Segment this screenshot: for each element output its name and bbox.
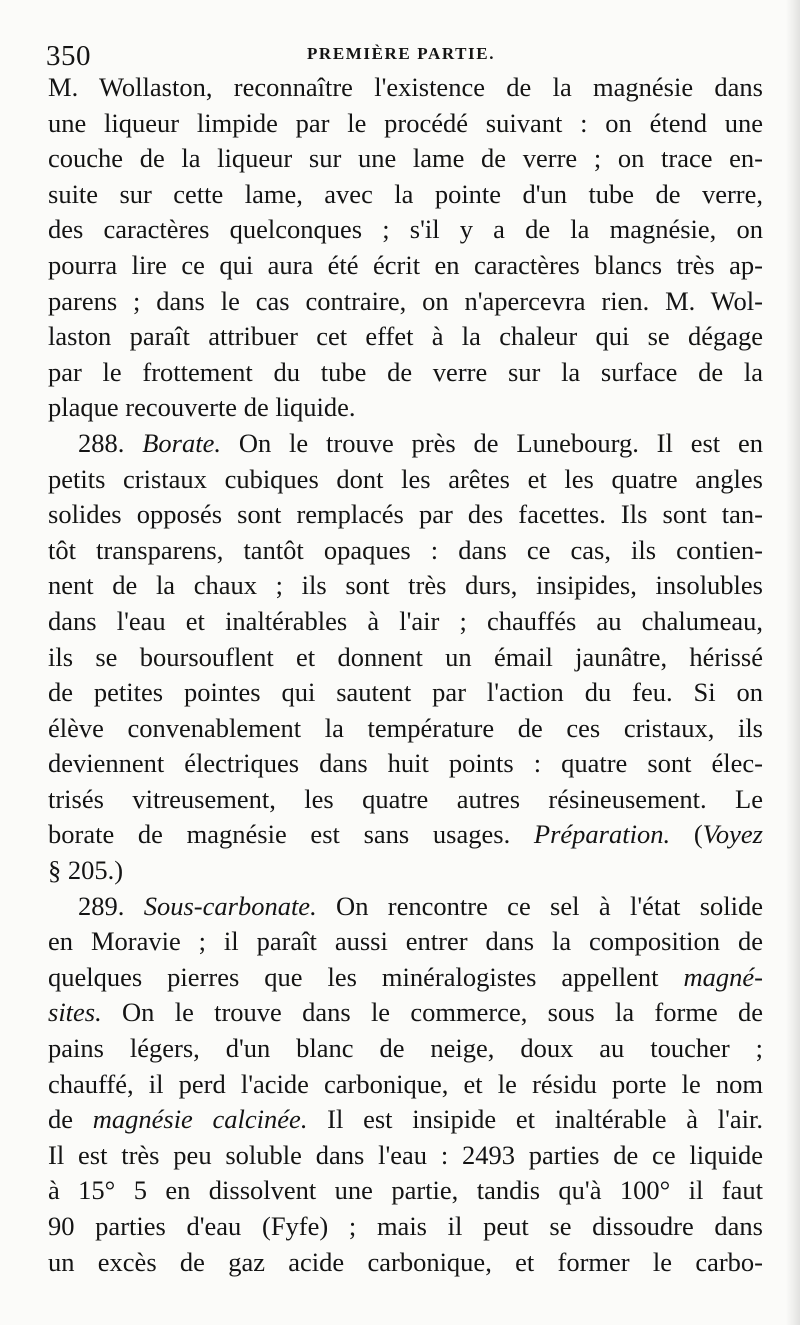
text-run: par le frottement du tube de verre sur la surface de la	[48, 356, 763, 387]
italic-text: Préparation.	[533, 819, 671, 850]
italic-text: magné-	[683, 961, 763, 992]
italic-text: magnésie calcinée.	[92, 1104, 308, 1135]
text-run: ils se boursouflent et donnent un émail jaunâtre, hérissé	[48, 641, 763, 672]
text-run: 289.	[78, 890, 144, 921]
text-run: à 15° 5 en dissolvent une partie, tandis qu'à 100° il faut	[48, 1175, 763, 1206]
text-run: élève convenablement la température de ces cristaux, ils	[48, 712, 763, 743]
text-run: chauffé, il perd l'acide carbonique, et le résidu porte le nom	[48, 1068, 763, 1099]
text-run: des caractères quelconques ; s'il y a de la magnésie, on	[48, 214, 763, 245]
text-line	[48, 1209, 763, 1245]
text-line	[48, 106, 763, 142]
text-line	[48, 462, 763, 498]
text-line	[48, 1138, 763, 1174]
text-line	[48, 1245, 763, 1281]
italic-text: Sous-carbonate.	[143, 890, 317, 921]
text-run: parens ; dans le cas contraire, on n'apercevra rien. M. Wol-	[48, 285, 763, 316]
text-line	[48, 640, 763, 676]
text-line	[48, 319, 763, 355]
text-run: Il est insipide et inaltérable à l'air.	[307, 1104, 763, 1135]
text-run: On le trouve dans le commerce, sous la forme de	[101, 997, 763, 1028]
text-run: petits cristaux cubiques dont les arêtes et les quatre angles	[48, 463, 763, 494]
text-line	[48, 284, 763, 320]
text-line	[48, 1102, 763, 1138]
text-line	[48, 497, 763, 533]
text-line	[48, 1067, 763, 1103]
text-run: nent de la chaux ; ils sont très durs, insipides, insolubles	[48, 570, 763, 601]
text-run: suite sur cette lame, avec la pointe d'un tube de verre,	[48, 178, 763, 209]
text-run: M. Wollaston, reconnaître l'existence de la magnésie dans	[48, 72, 763, 102]
text-line	[48, 924, 763, 960]
text-run: borate de magnésie est sans usages.	[48, 819, 534, 850]
text-line	[48, 390, 763, 426]
text-run: en Moravie ; il paraît aussi entrer dans la composition de	[48, 926, 763, 957]
text-line	[48, 426, 763, 462]
text-run: quelques pierres que les minéralogistes appellent	[48, 961, 684, 992]
text-line	[48, 70, 763, 106]
running-head: PREMIÈRE PARTIE.	[306, 44, 496, 63]
text-line	[48, 355, 763, 391]
italic-text: Borate.	[142, 427, 221, 458]
page-header	[46, 40, 756, 72]
text-run: solides opposés sont remplacés par des facettes. Ils sont tan-	[48, 499, 763, 530]
body-text	[48, 70, 763, 1280]
text-line	[48, 533, 763, 569]
text-line	[48, 889, 763, 925]
text-line	[48, 817, 763, 853]
text-run: On le trouve près de Lunebourg. Il est en	[220, 427, 763, 458]
text-run: de petites pointes qui sautent par l'action du feu. Si on	[48, 677, 763, 708]
text-line	[48, 177, 763, 213]
text-run: pourra lire ce qui aura été écrit en caractères blancs très ap-	[48, 249, 763, 280]
italic-text: sites.	[48, 997, 102, 1028]
text-run: § 205.)	[48, 855, 124, 886]
text-run: laston paraît attribuer cet effet à la chaleur qui se dégage	[48, 321, 763, 352]
text-line	[48, 212, 763, 248]
text-line	[48, 746, 763, 782]
text-line	[48, 960, 763, 996]
text-run: tôt transparens, tantôt opaques : dans ce cas, ils contien-	[48, 534, 763, 565]
text-run: plaque recouverte de liquide.	[48, 392, 356, 423]
text-line	[48, 141, 763, 177]
text-run: de	[48, 1104, 93, 1135]
text-run: deviennent électriques dans huit points : quatre sont élec-	[48, 748, 763, 779]
text-line	[48, 248, 763, 284]
text-run: 90 parties d'eau (Fyfe) ; mais il peut se dissoudre dans	[48, 1211, 763, 1241]
page-edge-shadow	[786, 0, 800, 1325]
text-run: trisés vitreusement, les quatre autres résineusement. Le	[48, 783, 763, 814]
text-run: dans l'eau et inaltérables à l'air ; chauffés au chalumeau,	[48, 605, 763, 636]
text-line	[48, 1173, 763, 1209]
italic-text: Voyez	[702, 819, 763, 850]
text-run: couche de la liqueur sur une lame de verre ; on trace en-	[48, 143, 763, 174]
text-run: pains légers, d'un blanc de neige, doux au toucher ;	[48, 1033, 763, 1064]
text-line	[48, 853, 763, 889]
text-line	[48, 782, 763, 818]
text-line	[48, 675, 763, 711]
text-run: On rencontre ce sel à l'état solide	[316, 890, 763, 921]
text-run: (	[670, 819, 703, 850]
text-run: une liqueur limpide par le procédé suivant : on étend une	[48, 107, 763, 138]
text-run: un excès de gaz acide carbonique, et former le carbo-	[48, 1246, 763, 1277]
text-run: 288.	[78, 427, 143, 458]
text-line	[48, 1031, 763, 1067]
text-line	[48, 711, 763, 747]
text-line	[48, 568, 763, 604]
page-number: 350	[46, 40, 91, 72]
text-run: Il est très peu soluble dans l'eau : 2493 parties de ce liquide	[48, 1139, 763, 1170]
text-line	[48, 995, 763, 1031]
text-line	[48, 604, 763, 640]
